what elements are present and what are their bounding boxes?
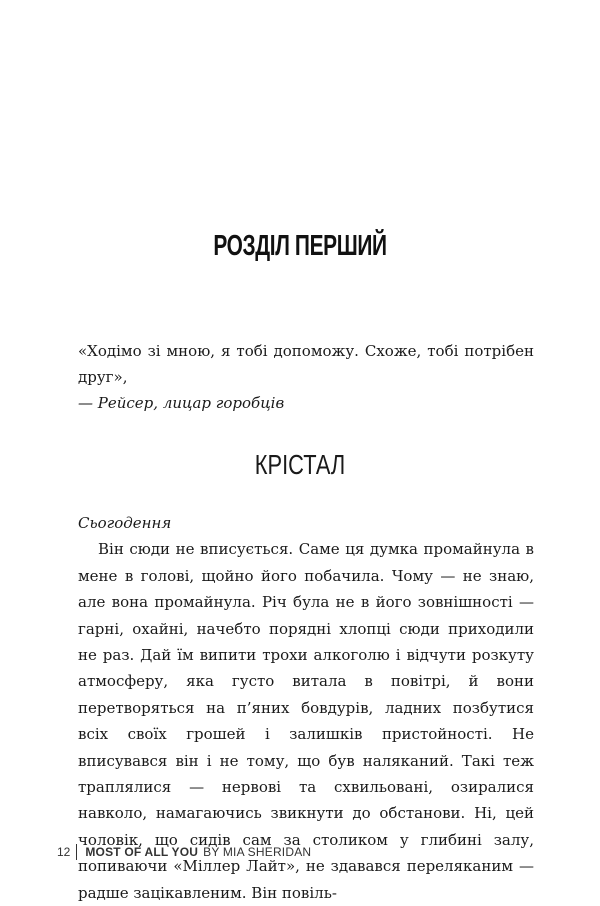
book-title: MOST OF ALL YOU [85,845,199,859]
epigraph-quote: «Ходімо зі мною, я тобі допоможу. Схоже, тобі потрібен друг», [78,342,534,386]
paragraph: Він сюди не вписується. Саме ця думка промайнула в мене в голові, щойно його побачила. Чому — не знаю, але вона промайнула. Річ була не в його зовнішності — гарні, охайні, начебто порядні хлопці сюди приходили не раз. Дай їм випити трохи алкоголю і відчути розкуту атмосферу, яка густо витала в повітрі, й вони перетворяться на п’яних бовдурів, ладних позбутися всіх своїх грошей і залишків пристойності. Не вписувався він і не тому, що був наляканий. Такі теж траплялися — нервові та схвильовані, озиралися навколо, намагаючись звикнути до обстанови. Ні, цей чоловік, що сидів сам за столиком у глибині залу, попиваючи «Міллер Лайт», не здавався переляканим — радше зацікавленим. Він повіль- [78,540,534,902]
page-number: 12 [57,845,71,859]
section-title: КРІСТАЛ [254,449,346,480]
page-footer [57,844,311,860]
epigraph-attribution: — Рейсер, лицар горобців [78,394,285,412]
author-byline: BY MIA SHERIDAN [203,845,312,859]
time-marker: Сьогодення [78,514,172,532]
chapter-title: РОЗДІЛ ПЕРШИЙ [213,230,387,262]
epigraph [78,338,534,416]
footer-divider [76,844,77,860]
